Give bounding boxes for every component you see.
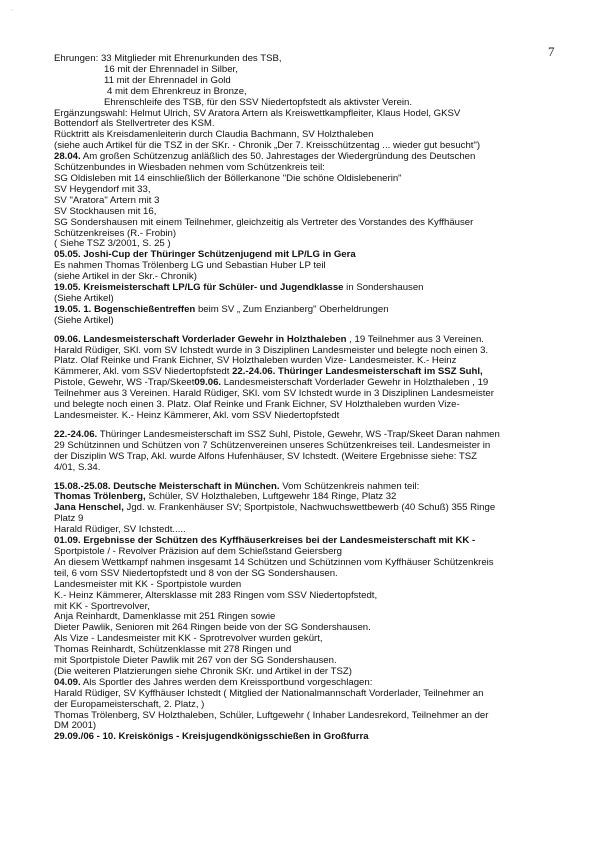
- text-line: teil, 6 vom SSV Niedertopfstedt und 8 von der SG Sondershausen.: [54, 567, 338, 579]
- text-span: Schüler, SV Holzthaleben, Luftgewehr 184 Ringe, Platz 32: [145, 491, 397, 503]
- text-line: Landesmeister. K.- Heinz Kämmerer, Akl. vom SSV Niedertopfstedt: [54, 410, 340, 421]
- text-line: (Siehe Artikel): [54, 292, 114, 304]
- text-span: Kämmerer, Akl. vom SSV Niedertopfstedt: [54, 366, 233, 378]
- text-line: K.- Heinz Kämmerer, Altersklasse mit 283 Ringen vom SSV Niedertopfstedt,: [54, 589, 378, 601]
- heading-text: 29.09./06 - 10. Kreiskönigs - Kreisjugendkönigsschießen in Großfurra: [54, 731, 369, 743]
- event-date: 28.04.: [54, 151, 81, 163]
- text-span: Als Sportler des Jahres werden dem Kreissportbund vorgeschlagen:: [80, 676, 373, 688]
- text-line: SV Stockhausen mit 16,: [54, 205, 157, 217]
- text-line: (siehe Artikel in der Skr.- Chronik): [54, 271, 197, 283]
- text-line: (Siehe Artikel): [54, 314, 114, 326]
- text-line: Harald Rüdiger, SV Ichstedt.....: [54, 524, 186, 536]
- person-name: Thomas Trölenberg,: [54, 491, 146, 503]
- text-line: Dieter Pawlik, Senioren mit 264 Ringen beide von der SG Sondershausen.: [54, 622, 371, 634]
- page-number: 7: [548, 44, 555, 59]
- text-line: Sportpistole / - Revolver Präzision auf dem Schießstand Geiersberg: [54, 545, 342, 557]
- text-line: 11 mit der Ehrennadel in Gold: [104, 74, 231, 86]
- event-heading: [54, 335, 574, 346]
- text-line: Als Vize - Landesmeister mit KK - Sprotrevolver wurden gekürt,: [54, 633, 323, 645]
- text-span: Am großen Schützenzug anläßlich des 50. Jahrestages der Wiedergründung des Deutschen: [80, 151, 476, 163]
- text-line: Bottendorf als Stellvertreter des KSM.: [54, 118, 215, 130]
- heading-text: 05.05. Joshi-Cup der Thüringer Schützenjugend mit LP/LG in Gera: [54, 249, 356, 261]
- text-line: Thomas Reinhardt, Schützenklasse mit 278 Ringen und: [54, 644, 292, 656]
- text-line: Harald Rüdiger, SKl. vom SV Ichstedt wurde in 3 Disziplinen Landesmeister und belegte noch einen 3.: [54, 344, 489, 356]
- text-line: Schützenkreises (R.- Frobin): [54, 227, 177, 239]
- document-body: [54, 54, 574, 743]
- scan-mark: ~: [10, 8, 14, 14]
- text-line: Landesmeister mit KK - Sportpistole wurden: [54, 578, 242, 590]
- text-line: Rücktritt als Kreisdamenleiterin durch Claudia Bachmann, SV Holzthaleben: [54, 129, 374, 141]
- person-name: Jana Henschel,: [54, 502, 124, 514]
- event-date: 09.06.: [194, 377, 222, 389]
- text-line: [54, 503, 574, 514]
- text-line: Harald Rüdiger, SV Kyffhäuser Ichstedt ( Mitglied der Nationalmannschaft Vorderlader, Teilnehmer an: [54, 687, 484, 699]
- text-line: Schützenbundes in Wiesbaden nehmen vom Schützenkreis teil:: [54, 162, 325, 174]
- text-line: (Die weiteren Platzierungen siehe Chronik SKr. und Artikel in der TSZ): [54, 665, 352, 677]
- text-span: Jgd. w. Frankenhäuser SV; Sportpistole, Nachwuchswettbewerb (40 Schuß) 355 Ringe: [123, 502, 496, 514]
- text-line: mit Sportpistole Dieter Pawlik mit 267 von der SG Sondershausen.: [54, 655, 337, 667]
- text-span: in Sondershausen: [343, 282, 424, 294]
- text-span: beim SV „ Zum Enzianberg" Oberheldrungen: [195, 303, 389, 315]
- heading-text: 19.05. Kreismeisterschaft LP/LG für Schüler- und Jugendklasse: [54, 282, 344, 294]
- text-line: Platz. Olaf Reinke und Frank Eichner, SV Holzthaleben wurden Vize- Landesmeister. K.- Heinz: [54, 355, 457, 367]
- event-heading: [54, 732, 574, 743]
- heading-text: 09.06. Landesmeisterschaft Vorderlader Gewehr in Holzthaleben: [54, 333, 347, 345]
- text-span: Thüringer Landesmeisterschaft im SSZ Suhl, Pistole, Gewehr, WS -Trap/Skeet Daran nahmen: [97, 428, 500, 440]
- text-line: ( Siehe TSZ 3/2001, S. 25 ): [54, 238, 171, 250]
- text-line: Es nahmen Thomas Trölenberg LG und Sebastian Huber LP teil: [54, 260, 326, 272]
- text-span: Landesmeisterschaft Vorderlader Gewehr in Holzthaleben , 19: [221, 377, 489, 389]
- text-line: Ergänzungswahl: Helmut Ulrich, SV Aratora Artern als Kreiswettkampfleiter, Klaus Hodel, GKSV: [54, 107, 461, 119]
- heading-text: 19.05. 1. Bogenschießentreffen: [54, 303, 196, 315]
- text-line: 29 Schützinnen und Schützen von 7 Schützenvereinen unseres Schützenkreises teil. Landesmeister in: [54, 439, 491, 451]
- text-line: SV "Aratora" Artern mit 3: [54, 194, 160, 206]
- event-date: 22.-24.06.: [54, 428, 98, 440]
- text-line: 16 mit der Ehrennadel in Silber,: [104, 63, 238, 75]
- heading-text: 22.-24.06. Thüringer Landesmeisterschaft im SSZ Suhl,: [232, 366, 483, 378]
- text-line: mit KK - Sportrevolver,: [54, 600, 150, 612]
- event-date: 04.09.: [54, 676, 81, 688]
- text-line: Anja Reinhardt, Damenklasse mit 251 Ringen sowie: [54, 611, 276, 623]
- text-line: SG Oldisleben mit 14 einschließlich der Böllerkanone "Die schöne Oldislebenerin": [54, 172, 402, 184]
- event-heading: [54, 283, 574, 294]
- text-line: SG Sondershausen mit einem Teilnehmer, gleichzeitig als Vertreter des Vorstandes des Kyffhäuser: [54, 216, 474, 228]
- text-line: DM 2001): [54, 720, 97, 732]
- heading-text: 01.09. Ergebnisse der Schützen des Kyffhäuserkreises bei der Landesmeisterschaft mit KK -: [54, 535, 476, 547]
- text-line: An diesem Wettkampf nahmen insgesamt 14 Schützen und Schützinnen vom Kyffhäuser Schützenkreis: [54, 556, 494, 568]
- heading-text: 15.08.-25.08. Deutsche Meisterschaft in München.: [54, 480, 280, 492]
- text-line: 4 mit dem Ehrenkreuz in Bronze,: [107, 85, 247, 97]
- event-heading: [54, 305, 574, 316]
- text-span: , 19 Teilnehmer aus 3 Vereinen.: [346, 333, 484, 345]
- text-line: der Disziplin WS Trap, Akl. wurde Alfons Hufenhäuser, SV Ichstedt. (Weitere Ergebnisse siehe: TSZ: [54, 450, 478, 462]
- text-line: 4/01, S.34.: [54, 461, 101, 473]
- text-line: (siehe auch Artikel für die TSZ in der SKr. - Chronik „Der 7. Kreisschützentag ... wieder gut besucht"): [54, 140, 481, 152]
- text-line: Platz 9: [54, 513, 84, 525]
- text-span: Vom Schützenkreis nahmen teil:: [279, 480, 420, 492]
- text-line: Ehrenschleife des TSB, für den SSV Niedertopfstedt als aktivster Verein.: [104, 96, 413, 108]
- text-span: Pistole, Gewehr, WS -Trap/Skeet: [54, 377, 195, 389]
- text-line: Thomas Trölenberg, SV Holzthaleben, Schüler, Luftgewehr ( Inhaber Landesrekord, Teilnehmer an der: [54, 709, 489, 721]
- text-line: und belegte noch einen 3. Platz. Olaf Reinke und Frank Eichner, SV Holzthaleben wurden Vize-: [54, 399, 460, 411]
- text-line: SV Heygendorf mit 33,: [54, 183, 151, 195]
- text-line: Teilnehmer aus 3 Vereinen. Harald Rüdiger, SKl. vom SV Ichstedt wurde in 3 Disziplinen Landesmeister: [54, 388, 494, 400]
- text-line: Ehrungen: 33 Mitglieder mit Ehrenurkunden des TSB,: [54, 53, 282, 64]
- text-line: der Europameisterschaft, 2. Platz, ): [54, 698, 205, 710]
